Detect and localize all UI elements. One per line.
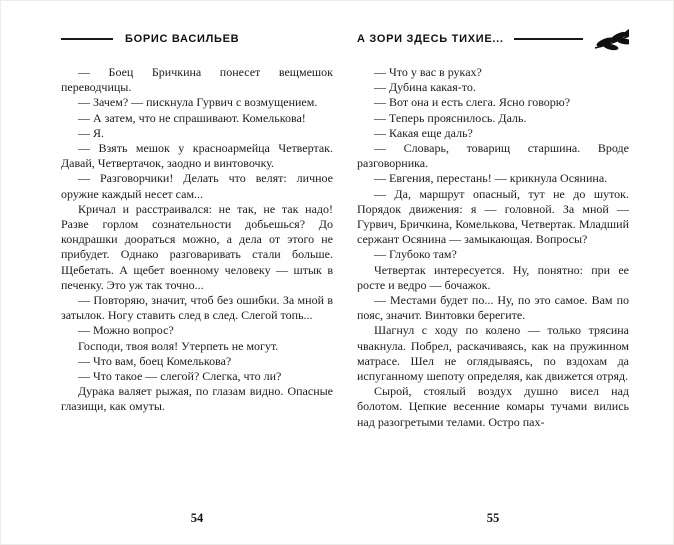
paragraph: — Повторяю, значит, чтоб без ошибки. За мной в затылок. Ногу ставить след в след. Слегой топь... [61, 293, 333, 323]
paragraph: — Какая еще даль? [374, 125, 473, 140]
paragraph: Кричал и расстраивался: не так, не так надо! Разве горлом сознательности добьешься? До кондрашки доораться можно, а дела от этого не прибудет. Однако разговаривать стали больше. Щебетать. А щебет военному человеку — штык в печенку. Это уж так точно... [61, 201, 333, 292]
paragraph: Четвертак интересуется. Ну, понятно: при ее росте и ведро — бочажок. [357, 262, 629, 292]
paragraph: — Боец Бричкина понесет вещмешок переводчицы. [61, 65, 333, 95]
header-rule [61, 38, 113, 40]
paragraph: — Я. [78, 125, 105, 140]
paragraph: — Вот она и есть слега. Ясно говорю? [374, 95, 571, 110]
paragraph: — Можно вопрос? [78, 323, 174, 338]
paragraph: — Словарь, товарищ старшина. Вроде разговорника. [357, 141, 629, 171]
left-page-number: 54 [190, 511, 204, 525]
paragraph: — Взять мешок у красноармейца Четвертак. Давай, Четвертачок, заодно и винтовочку. [61, 141, 333, 171]
paragraph: — Теперь прояснилось. Даль. [374, 110, 527, 125]
paragraph: — Что у вас в руках? [374, 65, 482, 79]
paragraph: Сырой, стоялый воздух душно висел над болотом. Цепкие весенние комары тучами вились над разогретыми телами. Остро пах- [357, 384, 629, 429]
right-page-number: 55 [486, 511, 500, 525]
book-title: А ЗОРИ ЗДЕСЬ ТИХИЕ... [357, 33, 504, 45]
paragraph: — Местами будет по... Ну, по это самое. Вам по пояс, значит. Винтовки берегите. [357, 293, 629, 323]
author-name: БОРИС ВАСИЛЬЕВ [125, 33, 240, 45]
left-page-header [61, 23, 333, 55]
paragraph: Дурака валяет рыжая, по глазам видно. Опасные глазищи, как омуты. [61, 384, 333, 414]
left-page [61, 23, 333, 532]
paragraph: Шагнул с ходу по колено — только трясина чвакнула. Побрел, раскачиваясь, как на пружинном матрасе. Шел не оглядываясь, по вздохам да испуганному шепоту определяя, как движется отряд. [357, 323, 629, 384]
paragraph: — Дубина какая-то. [374, 80, 476, 95]
header-rule [514, 38, 583, 40]
right-page-text [357, 65, 629, 503]
paragraph: — Что вам, боец Комелькова? [78, 353, 232, 368]
paragraph: — Да, маршрут опасный, тут не до шуток. Порядок движения: я — головной. За мной — Гурвич, Бричкина, Комелькова, Четвертак. Младший сержант Осянина — замыкающая. Вопросы? [357, 186, 629, 247]
paragraph: — А затем, что не спрашивают. Комелькова! [78, 110, 306, 125]
paragraph: — Разговорчики! Делать что велят: личное оружие каждый несет сам... [61, 171, 333, 201]
leaf-ornament-icon [593, 23, 629, 55]
paragraph: Господи, твоя воля! Утерпеть не могут. [78, 338, 279, 353]
left-page-text [61, 65, 333, 503]
right-page [357, 23, 629, 532]
paragraph: — Евгения, перестань! — крикнула Осянина. [374, 171, 608, 186]
right-page-header [357, 23, 629, 55]
paragraph: — Глубоко там? [374, 247, 457, 262]
paragraph: — Что такое — слегой? Слегка, что ли? [78, 369, 282, 384]
paragraph: — Зачем? — пискнула Гурвич с возмущением. [78, 95, 318, 110]
